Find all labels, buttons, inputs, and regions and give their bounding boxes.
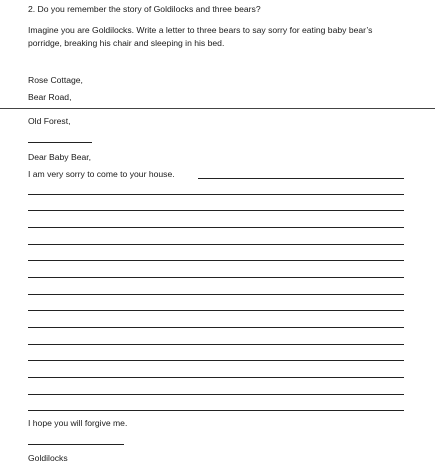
writing-line bbox=[28, 294, 404, 295]
writing-line bbox=[28, 344, 404, 345]
writing-line bbox=[28, 227, 404, 228]
writing-line bbox=[198, 178, 404, 179]
question-title: 2. Do you remember the story of Goldilocks and three bears? bbox=[28, 4, 261, 14]
instruction-line-1: Imagine you are Goldilocks. Write a letter to three bears to say sorry for eating baby bear’s bbox=[28, 25, 373, 35]
writing-line bbox=[28, 194, 404, 195]
address-line-1: Rose Cottage, bbox=[28, 75, 83, 85]
writing-line bbox=[28, 310, 404, 311]
letter-closing: I hope you will forgive me. bbox=[28, 418, 128, 428]
writing-line bbox=[28, 410, 404, 411]
address-line-2: Bear Road, bbox=[28, 92, 72, 102]
signature-line bbox=[28, 444, 124, 445]
writing-line bbox=[28, 327, 404, 328]
writing-line bbox=[28, 260, 404, 261]
writing-line bbox=[28, 210, 404, 211]
writing-line bbox=[28, 394, 404, 395]
date-line bbox=[28, 142, 92, 143]
letter-signature: Goldilocks bbox=[28, 453, 68, 463]
writing-line bbox=[28, 360, 404, 361]
instruction-line-2: porridge, breaking his chair and sleeping in his bed. bbox=[28, 38, 225, 48]
page-divider bbox=[0, 108, 435, 109]
writing-line bbox=[28, 244, 404, 245]
writing-line bbox=[28, 277, 404, 278]
letter-greeting: Dear Baby Bear, bbox=[28, 152, 92, 162]
address-line-3: Old Forest, bbox=[28, 116, 71, 126]
writing-line bbox=[28, 377, 404, 378]
letter-opening: I am very sorry to come to your house. bbox=[28, 169, 175, 179]
